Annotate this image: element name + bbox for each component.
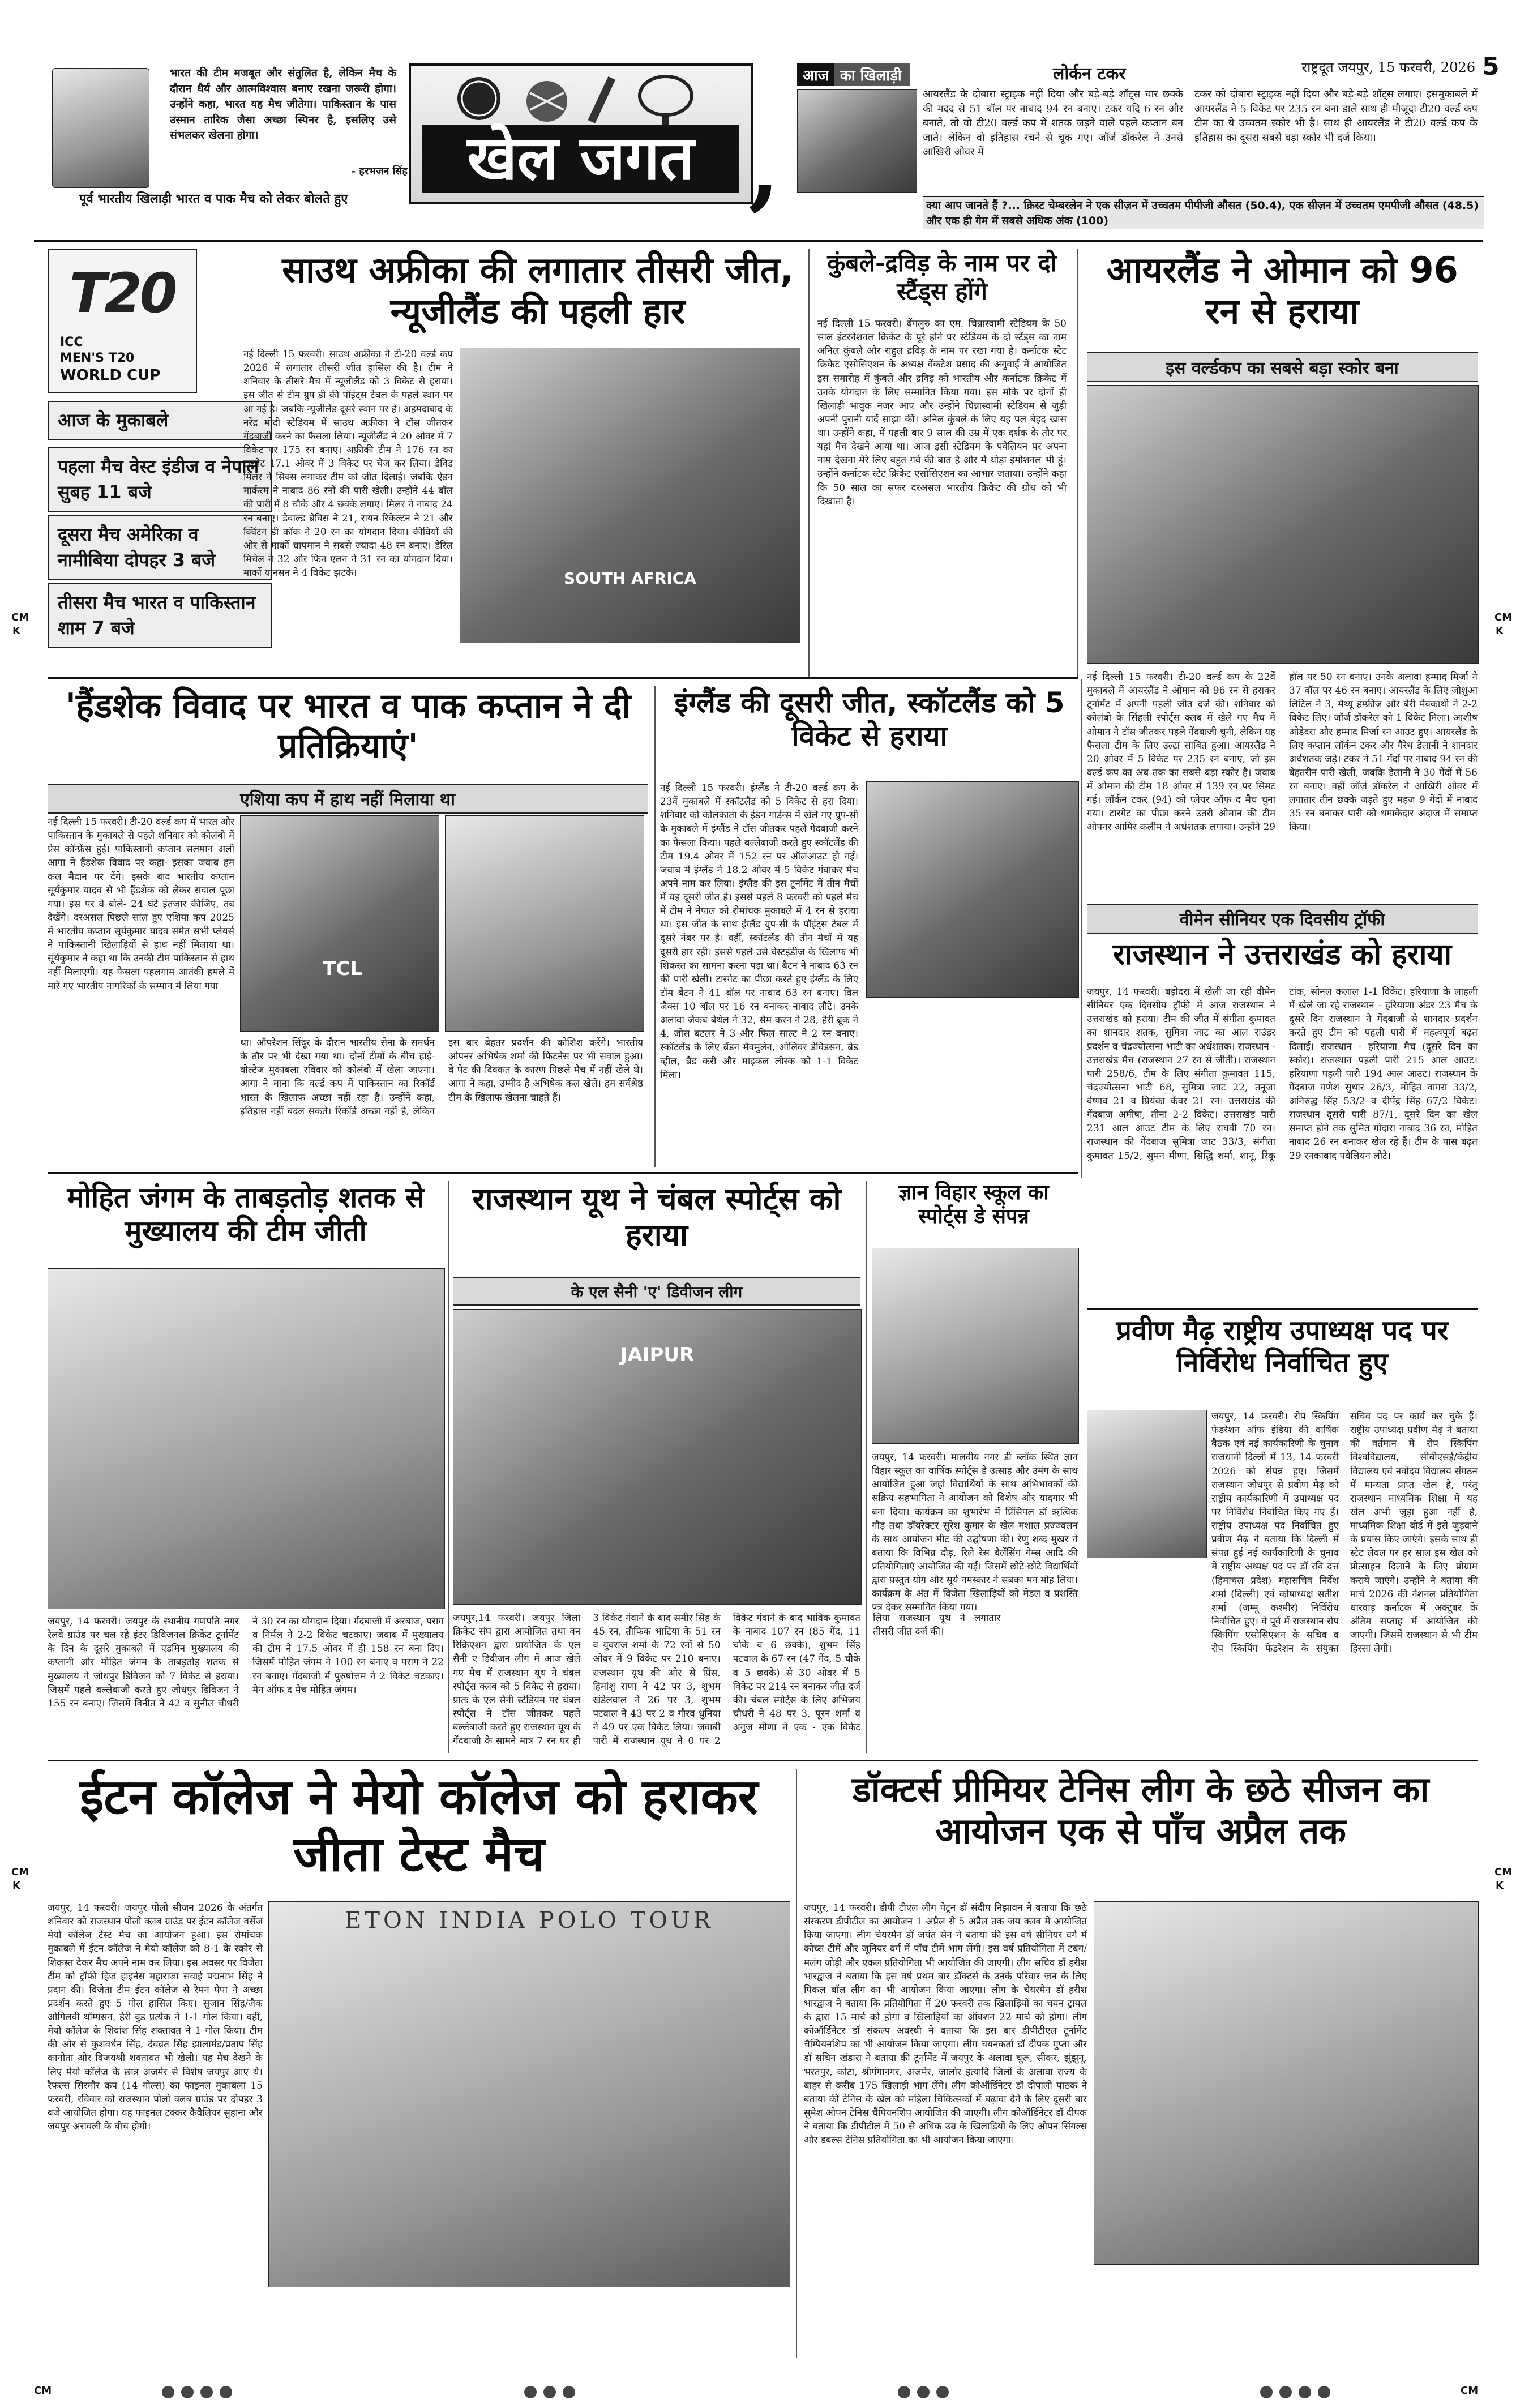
t20-logo (48, 249, 197, 393)
t20-logo-sub3: WORLD CUP (60, 367, 161, 384)
england-body: नई दिल्ली 15 फरवरी। इंग्लैंड ने टी-20 वर्ल्ड कप के 23वें मुकाबले में स्कॉटलैंड को 5 विकेट से हरा दिया। शनिवार को कोलकाता के ईडन गार्डन्स में खेले गए ग्रुप-सी के मुकाबले में इंग्लैंड ने टॉस जीतकर पहले गेंदबाजी करने का फैसला किया। पहले बल्लेबाजी करते हुए स्कॉटलैंड की टीम 19.4 ओवर में 152 रन पर ऑलआउट हो गई। जवाब में इंग्लैंड ने 18.2 ओवर में 5 विकेट गंवाकर मैच अपने नाम कर लिया। इंग्लैंड की इस टूर्नामेंट में तीन मैचों में यह दूसरी जीत है। इससे पहले 8 फरवरी को पहले मैच में टीम ने नेपाल को रोमांचक मुकाबले में 4 रन से हराया था। इस जीत के साथ इंग्लैंड ग्रुप-सी के पॉइंट्स टेबल में दूसरे नंबर पर है। वहीं, स्कॉटलैंड की तीन मैचों में यह दूसरी हार रही। इससे पहले उसे वेस्टइंडीज के खिलाफ भी शिकस्त का सामना करना पड़ा था। बैटन ने नाबाद 63 रन की पारी खेली। टारगेट का पीछा करते हुए इंग्लैंड के लिए टॉम बैंटन ने 41 बॉल पर नाबाद 63 रन बनाए। विल जैक्स 10 बॉल पर 16 रन बनाकर नाबाद लौटे। उनके अलावा जैकब बेथेल ने 32, सैम करन ने 28, हैरी ब्रूक ने 4, जोस बटलर ने 3 और फिल साल्ट ने 2 रन बनाए। स्कॉटलैंड के लिए ब्रैंडन मैक्मुलेन, ओलिवर डेविडसन, ब्रैड व्हील, ब्रैड करी और माइकल लीस्क को 1-1 विकेट मिला। (660, 782, 858, 1081)
england-headline: इंग्लैंड की दूसरी जीत, स्कॉटलैंड को 5 विकेट से हराया (674, 686, 1065, 752)
mohit-photo (48, 1268, 445, 1609)
player-photo (797, 89, 917, 193)
logo-comma-mark: , (748, 114, 780, 220)
player-text-1: आयरलैंड के दोबारा स्ट्राइक नहीं दिया और बड़े-बड़े शॉट्स चार छक्के की मदद से 51 बॉल पर नाबाद 94 रन बनाए। टकर यदि 6 रन और बनाते, तो वो टी20 वर्ल्ड कप में शतक जड़ने वाले पहले कप्तान बन जाते। लेकिन वो इतिहास रचने से चूक गए। जॉर्ज डॉकरेल ने उनसे आखिरी ओवर में (923, 88, 1183, 159)
columnist-tagline: पूर्व भारतीय खिलाड़ी भारत व पाक मैच को लेकर बोलते हुए (79, 192, 348, 206)
row-rule-2 (48, 1172, 1078, 1174)
praveen-photo (1087, 1410, 1207, 1558)
footer-dots-left (159, 2386, 235, 2401)
footer-dots-right (1257, 2386, 1334, 2401)
mohit-body: जयपुर, 14 फरवरी। जयपुर के स्थानीय गणपति नगर रेलवे ग्राउंड पर चल रहे इंटर डिविजनल क्रिकेट टूर्नामेंट के दिन के दूसरे मुकाबले में एडमिन मुख्यालय की कप्तानी और मोहित जंगम के ताबड़तोड़ शतक से मुख्यालय ने जोधपुर डिविजन को 7 विकेट से हराया। जिसमें पहले बल्लेबाजी करते हुए जोधपुर डिविजन ने 155 रन बनाए। जिसमें विनीत ने 42 व सुनील चौधरी ने 30 रन का योगदान दिया। गेंदबाजी में अरबाज, पराग व निर्मल ने 2-2 विकेट चटकाए। जवाब में मुख्यालय की टीम ने 17.5 ओवर में ही 158 रन बना दिए। जिसमें मोहित जंगम ने 100 रन बनाए व पराग ने 22 रन बनाए। गेंदबाजी में पुरुषोत्तम ने 2 विकेट चटकाए। मैन ऑफ द मैच मोहित जंगम। (48, 1616, 444, 1709)
chambal-photo-label: JAIPUR (620, 1344, 695, 1366)
player-name: लोर्कन टकर (1053, 64, 1126, 84)
schedule-match-2: दूसरा मैच अमेरिका व नामीबिया दोपहर 3 बजे (48, 515, 272, 580)
reg-mark-left-2k: K (12, 1880, 20, 1892)
sa-headline: साउथ अफ्रीका की लगातार तीसरी जीत, न्यूजीलैंड की पहली हार (282, 249, 794, 332)
chambal-subhead: के एल सैनी 'ए' डिवीजन लीग (453, 1277, 860, 1306)
praveen-body: जयपुर, 14 फरवरी। रोप स्किपिंग फेडरेशन ऑफ इंडिया की वार्षिक बैठक एवं नई कार्यकारिणी के चुनाव राजधानी दिल्ली में 13, 14 फरवरी 2026 को संपन्न हुए। जिसमें राजस्थान जोधपुर से प्रवीण मैढ़ को राष्ट्रीय कार्यकारिणी में उपाध्यक्ष पद पर निर्विरोध निर्वाचित किए गए हैं। राष्ट्रीय उपाध्यक्ष पद निर्वाचित हुए प्रवीण मैढ़ ने बताया कि दिल्ली में संपन्न हुई नई कार्यकारिणी के चुनाव में राष्ट्रीय अध्यक्ष पद पर डॉ रवि दत्त (हिमाचल प्रदेश) महासचिव निर्देश शर्मा (दिल्ली) एवं कोषाध्यक्ष सतीश शर्मा (जम्मू कश्मीर) निर्विरोध निर्वाचित हुए। वे पूर्व में राजस्थान रोप स्किपिंग एसोसिएशन के सचिव व रोप स्किपिंग फेडरेशन के संयुक्त सचिव पद पर कार्य कर चुके हैं। राष्ट्रीय उपाध्यक्ष प्रवीण मैढ़ ने बताया की वर्तमान में रोप स्किपिंग विश्वविद्यालय, सीबीएसई/केंद्रीय विद्यालय एवं नवोदय विद्यालय संगठन में मान्यता प्राप्त खेल है, परंतु राजस्थान माध्यमिक शिक्षा में यह खेल अभी जुड़ा हुआ नहीं है, माध्यमिक शिक्षा बोर्ड में इसे जुड़वाने के प्रयास किए जाएंगे। इसके साथ ही स्टेट लेवल पर हर साल इस खेल को प्रोत्साहन दिलाने के लिए प्रोग्राम कराये जाएंगे। उन्होंने ने बताया की मार्च 2026 की नेशनल प्रतियोगिता धारवाड़ कर्नाटक में अक्टूबर के अंतिम सप्ताह में आयोजित की जाएगी। जिसमें राजस्थान से भी टीम हिस्सा लेगी। (1211, 1411, 1478, 1655)
ireland-subhead: इस वर्ल्डकप का सबसे बड़ा स्कोर बना (1087, 352, 1478, 382)
ireland-body: नई दिल्ली 15 फरवरी। टी-20 वर्ल्ड कप के 22वें मुकाबले में आयरलैंड ने ओमान को 96 रन से हराकर टूर्नामेंट में अपनी पहली जीत दर्ज की। शनिवार को कोलंबो के सिंहली स्पोर्ट्स क्लब में खेले गए मैच में ओमान ने टॉस जीतकर पहले गेंदबाजी चुनी, लेकिन यह फैसला टीम के लिए उल्टा साबित हुआ। आयरलैंड ने 20 ओवर में 5 विकेट पर 235 रन बनाए, जो इस वर्ल्ड कप का अब तक का सबसे बड़ा स्कोर है। जवाब में ओमान की टीम 18 ओवर में 139 रन पर सिमट गई। लॉर्कन टकर (94) को प्लेयर ऑफ द मैच चुना गया। टारगेट का पीछा करने उतरी ओमान की टीम ओपनर आमिर कलीम ने अर्धशतक लगाया। उन्होंने 29 हॉल पर 50 रन बनाए। उनके अलावा हम्माद मिर्जा ने 37 बॉल पर 46 रन बनाए। आयरलैंड के लिए जोशुआ लिटिल ने 3, मैथ्यू हम्फ्रीज और बैरी मैक्कार्थी ने 2-2 विकेट लिए। जॉर्ज डॉकरेल को 1 विकेट मिला। आशीष ओडेदरा और हम्माद मिर्जा रन आउट हुए। आयरलैंड के लिए कप्तान लॉर्कन टकर और गैरेथ डेलानी ने शानदार अर्धशतक जड़े। टकर ने 51 गेंदों पर नाबाद 94 रन की बेहतरीन पारी खेली, जबकि डेलानी ने 30 गेंदों में 56 रन बनाए। वहीं जॉर्ज डॉकरेल ने आखिरी ओवर में लगातार तीन छक्के जड़ते हुए महज 9 गेंदों में नाबाद 35 रन बनाकर पारी को धमाकेदार अंदाज में समाप्त किया। (1087, 671, 1478, 833)
tennis-body: जयपुर, 14 फरवरी। डीपी टीएल लीग पेट्रन डॉ संदीप निझावन ने बताया कि छठे संस्करण डीपीटील का आयोजन 1 अप्रैल से 5 अप्रैल तक जय क्लब में आयोजित किया जाएगा। लीग चेयरमैन डॉ जयंत सेन ने बताया की इस वर्ष सीनियर वर्ग में कोच्स टीमें और जूनियर वर्ग में पाँच टीमें भाग लेंगी। इस वर्ष प्रतियोगिता में टबंग/मलंग जोड़ी और एकल प्रतियोगिता भी आयोजित की जाएगी। लीग सचिव डॉ हरीश भारद्वाज ने बताया कि इस वर्ष प्रथम बार डॉक्टर्स के उनके परिवार जन के लिए पिकल बॉल लीग का भी आयोजन किया जाएगा। लीग के चेयरमैन डॉ हरीश भारद्वाज ने बताया कि प्रतियोगिता में 20 फरवरी तक खिलाड़ियों का चयन ट्रायल के द्वारा 15 मार्च को होगा व खिलाड़ियों का ऑक्शन 22 मार्च को होगा। लीग कोऑर्डिनेटर डॉ संकल्प अवस्थी ने बताया कि इस बार डीपीटीएल टूर्नामेंट चैम्पियनशिप का भी आयोजन किया जाएगा। लीग चयनकर्ता डॉ दीपक गुप्ता और डॉ सचिन खंडारा ने बताया की टूर्नामेंट में जयपुर के अलावा चूरू, सीकर, झुंझुनू, भरतपुर, कोटा, श्रीगंगानगर, अजमेर, जालोर इत्यादि जिलों के अलावा राज्य के बाहर से करीब 175 खिलाड़ी भाग लेंगे। लीग कोऑर्डिनेटर डॉ दीपाली पाठक ने बताया की टेनिस के खेल को महिला चिकित्सकों में बढ़ावा देने के लिए दूसरी बार सुमेश ओपन टेनिस चैंपियनशिप आयोजित की जाएगी। लीग कोऑर्डिनेटर डॉ दीपक ने बताया कि डीपीटील में 50 से अधिक उम्र के खिलाड़ियों के लिए ओपन सिंगल्स और डबल्स टेनिस प्रतियोगिता का भी आयोजन किया जाएगा। (804, 1902, 1087, 2146)
section-logo (409, 63, 753, 204)
ireland-photo (1087, 385, 1479, 664)
player-label-prefix: आज (797, 63, 834, 86)
reg-mark-left-1: CM (11, 611, 29, 623)
dateline: राष्ट्रदूत जयपुर, 15 फरवरी, 2026 (1301, 59, 1475, 75)
col-rule-5 (448, 1181, 449, 1753)
masthead (0, 0, 1516, 238)
rajw-headline: राजस्थान ने उत्तराखंड को हराया (1112, 938, 1452, 972)
kumble-headline: कुंबले-द्रविड़ के नाम पर दो स्टैंड्स होंगे (827, 249, 1057, 305)
gyan-photo (872, 1248, 1079, 1444)
footer-marks (0, 2385, 1516, 2402)
col-rule-7 (796, 1769, 797, 2358)
kumble-body: नई दिल्ली 15 फरवरी। बेंगलुरु का एम. चिन्नास्वामी स्टेडियम के 50 साल इंटरनेशनल क्रिकेट के पूरे होने पर स्टेडियम के दो स्टैंड्स का नाम अनिल कुंबले और राहुल द्रविड़ के नाम पर रखा गया है। कर्नाटक स्टेट क्रिकेट एसोसिएशन के अध्यक्ष वेंकटेश प्रसाद की अगुवाई में आयोजित इस समारोह में कुंबले और द्रविड़ को भारतीय और कर्नाटक क्रिकेट में उनके योगदान के लिए सम्मानित किया गया। इस मौके पर दोनों ही खिलाड़ी भावुक नजर आए और उन्होंने चिन्नास्वामी स्टेडियम से जुड़ी अपनी पुरानी यादें साझा कीं। अनिल कुंबले के लिए यह पल बेहद खास था। उन्होंने कहा, मैं पहली बार 9 साल की उम्र में एक दर्शक के तौर पर यहां मैच देखने आया था। आज इसी स्टेडियम के पवेलियन पर अपना नाम देखना मेरे लिए बहुत गर्व की बात है और मैं थोड़ा इमोशनल भी हूं। उन्होंने कर्नाटक स्टेट क्रिकेट एसोसिएशन का आभार जताया। उन्होंने कहा कि 50 साल का सफर दरअसल भारतीय क्रिकेट की ग्रोथ को भी दिखाता है। (817, 318, 1067, 507)
handshake-photo-label: TCL (323, 957, 362, 980)
praveen-headline: प्रवीण मैढ़ राष्ट्रीय उपाध्यक्ष पद पर निर्विरोध निर्वाचित हुए (1087, 1308, 1478, 1379)
rajw-body: जयपुर, 14 फरवरी। बड़ोदरा में खेली जा रही वीमेन सीनियर एक दिवसीय ट्रॉफी में आज राजस्थान ने उत्तराखंड को हराया। टीम की जीत में संगीता कुमावत का शानदार शतक, सुमित्रा जाट का आल राउंडर प्रदर्शन व चंद्रज्योत्सना भाटी का अर्धशतक। राजस्थान - उत्तराखंड मैच (राजस्थान 27 रन से जीती)। राजस्थान पारी 258/6, टीम के लिए संगीता कुमावत 115, चंद्रज्योत्सना भाटी 68, सुमित्रा जाट 22, तनूजा वैष्णव 21 व प्रियंका कैंवर 21 रन। उत्तराखंड की गेंदबाज अमीषा, तीना 2-2 विकेट। उत्तराखंड पारी 231 आल आउट टीम के लिए राघवी 70 रन। राजस्थान की गेंदबाज सुमित्रा जाट 33/3, संगीता कुमावत 15/2, सुमन मीणा, सिद्धि शर्मा, शानू, रिंकू टांक, सोनल कलाल 1-1 विकेट। हरियाणा के लाहली में खेले जा रहे राजस्थान - हरियाणा अंडर 23 मैच के दूसरे दिन राजस्थान ने गेंदबाजी से शानदार प्रदर्शन करते हुए टीम को पहली पारी में महत्वपूर्ण बढ़त दिलाई। राजस्थान - हरियाणा मैच (दूसरे दिन का स्कोर)। राजस्थान पहली पारी 215 आल आउट। हरियाणा पहली पारी 194 आल आउट। राजस्थान के गेंदबाज गणेश सुथार 26/3, मोहित वागरा 33/2, अनिरुद्ध सिंह 53/2 व दीपेंद्र सिंह 67/2 विकेट। राजस्थान दूसरी पारी 87/1, दूसरे दिन का खेल समाप्त होने तक सुमित गोदारा नाबाद 36 रन, मोहित नाबाद 26 रन बनाकर खेल रहे हैं। टीम के पास बढ़त 29 रनकाबाद पवेलियन लौटे। (1087, 986, 1478, 1162)
footer-cm-right: CM (1461, 2385, 1479, 2397)
reg-mark-left-1k: K (12, 625, 20, 637)
tennis-headline: डॉक्टर्स प्रीमियर टेनिस लीग के छठे सीजन का आयोजन एक से पाँच अप्रैल तक (852, 1769, 1429, 1852)
row-rule-3 (48, 1760, 1478, 1761)
player-label (797, 63, 967, 86)
col-rule-2 (1077, 249, 1078, 679)
reg-mark-right-1: CM (1494, 611, 1513, 623)
player-label-word: का खिलाड़ी (834, 63, 910, 86)
england-body-cont (866, 1002, 1078, 1161)
columnist-photo (52, 68, 149, 188)
sa-photo (460, 348, 800, 643)
eton-banner: ETON INDIA POLO TOUR (345, 1907, 714, 1934)
handshake-body-right: था। ऑपरेशन सिंदूर के दौरान भारतीय सेना के समर्थन के तौर पर भी देखा गया था। दोनों टीमों के बीच हाई-वोल्टेज मुकाबला रविवार को कोलंबो में खेला जाएगा। आगा ने माना कि वर्ल्ड कप में पाकिस्तान का रिकॉर्ड भारत के खिलाफ अच्छा नहीं रहा है। उन्होंने कहा, इतिहास नहीं बदल सकते। रिकॉर्ड अच्छा नहीं है, लेकिन इस बार बेहतर प्रदर्शन की कोशिश करेंगे। भारतीय ओपनर अभिषेक शर्मा की फिटनेस पर भी सवाल हुआ। वे पेट की दिक्कत के कारण पिछले मैच में नहीं खेले थे। आगा ने कहा, उम्मीद है अभिषेक कल खेलें। हम सर्वश्रेष्ठ टीम के खिलाफ खेलना चाहते हैं। (240, 1037, 643, 1117)
footer-dots-mid2 (894, 2386, 952, 2401)
handshake-body-left: नई दिल्ली 15 फरवरी। टी-20 वर्ल्ड कप में भारत और पाकिस्तान के मुकाबले से पहले शनिवार को कोलंबो में प्रेस कॉन्फ्रेंस हुई। पाकिस्तानी कप्तान सलमान अली आगा ने हैंडशेक विवाद पर कहा- इसका जवाब हम कल मैदान पर देंगे। इसके बाद भारतीय कप्तान सूर्यकुमार यादव से भी हैंडशेक को लेकर सवाल पूछा गया। इस पर वे बोले- 24 घंटे इंतजार कीजिए, तब देखेंगे। दरअसल पिछले साल हुए एशिया कप 2025 में भारतीय कप्तान सूर्यकुमार यादव समेत सभी प्लेयर्स ने पाकिस्तानी खिलाड़ियों से हाथ नहीं मिलाया था। सूर्यकुमार ने कहा था कि उनकी टीम पाकिस्तान से हाथ नहीं मिलाएगी। यह फैसला पहलगाम आतंकी हमले में मारे गए भारतीय नागरिकों के सम्मान में लिया गया (48, 816, 235, 992)
mohit-headline: मोहित जंगम के ताबड़तोड़ शतक से मुख्यालय की टीम जीती (67, 1181, 425, 1247)
page-number: 5 (1482, 52, 1500, 81)
rajw-strip: वीमेन सीनियर एक दिवसीय ट्रॉफी (1087, 904, 1478, 934)
handshake-subhead: एशिया कप में हाथ नहीं मिलाया था (48, 784, 648, 814)
section-logo-text: खेल जगत (422, 125, 739, 193)
t20-logo-sub2: MEN'S T20 (60, 351, 135, 365)
sa-body: नई दिल्ली 15 फरवरी। साउथ अफ्रीका ने टी-20 वर्ल्ड कप 2026 में लगातार तीसरी जीत हासिल की है। टीम ने शनिवार के तीसरे मैच में न्यूजीलैंड को 3 विकेट से हराया। इस जीत से टीम ग्रुप डी की पॉइंट्स टेबल के पहले स्थान पर आ गई है। जबकि न्यूजीलैंड दूसरे स्थान पर है। अहमदाबाद के नरेंद्र मोदी स्टेडियम में साउथ अफ्रीका ने टॉस जीतकर गेंदबाजी करने का फैसला लिया। न्यूजीलैंड ने 20 ओवर में 7 विकेट पर 175 रन बनाए। अफ्रीकी टीम ने 176 रन का टारगेट 17.1 ओवर में 3 विकेट पर चेज कर लिया। डेविड मिलर ने सिक्स लगाकर टीम को जीत दिलाई। जबकि ऐडन मार्करम ने नाबाद 86 रनों की पारी खेली। उन्होंने 44 बॉल की पारी में 8 चौके और 4 छक्के लगाए। मिलर ने नाबाद 24 रन बनाए। डेवाल्ड ब्रेविस ने 21, रायन रिकेल्टन ने 21 और क्विंटन डी कॉक ने 20 रन का योगदान दिया। कीवियों की ओर से मार्को चापमान ने सबसे ज्यादा 48 रन बनाए। डेरिल मिचेल ने 32 और फिन एलन ने 31 रन का योगदान दिया। मार्को यानसन ने 4 विकेट झटके। (243, 349, 453, 579)
columnist-name: - हरभजन सिंह (351, 165, 408, 177)
col-rule-4 (1081, 679, 1082, 1178)
footer-cm-left: CM (34, 2385, 52, 2397)
eton-headline: ईटन कॉलेज ने मेयो कॉलेज को हराकर जीता टेस्ट मैच (80, 1769, 758, 1883)
tennis-photo (1094, 1901, 1479, 2265)
chambal-photo (453, 1309, 862, 1605)
t20-logo-sub1: ICC (60, 335, 83, 349)
england-photo (866, 781, 1079, 998)
footer-dots-mid1 (521, 2386, 579, 2401)
schedule-match-1: पहला मैच वेस्ट इंडीज व नेपाल सुबह 11 बजे (48, 447, 272, 512)
col-rule-3 (654, 686, 656, 1167)
player-text-2: टकर को दोबारा स्ट्राइक नहीं दिया और बड़े-बड़े शॉट्स लगाए। इसमुकाबले में आयरलैंड ने 5 विकेट पर 235 रन बना डाले साथ ही मौजूदा टी20 वर्ल्ड कप टीम का ये उच्चतम स्कोर भी है। साथ ही आयरलैंड ने टी20 वर्ल्ड कप के इतिहास का दूसरा सबसे बड़ा स्कोर भी दर्ज किया। (1194, 88, 1478, 144)
t20-logo-brand: T20 (69, 262, 175, 325)
reg-mark-right-2k: K (1496, 1880, 1504, 1892)
col-rule-6 (866, 1181, 867, 1753)
ireland-headline: आयरलैंड ने ओमान को 96 रन से हराया (1106, 249, 1458, 332)
schedule-title: आज के मुकाबले (48, 401, 272, 440)
eton-body: जयपुर, 14 फरवरी। जयपुर पोलो सीजन 2026 के अंतर्गत शनिवार को राजस्थान पोलो क्लब ग्राउंड पर ईटन कॉलेज वर्सेज मेयो कॉलेज टेस्ट मैच का आयोजन हुआ। इस रोमांचक मुकाबले में ईटन कॉलेज ने मेयो कॉलेज को 8-1 के स्कोर से शिकस्त देकर मैच अपने नाम कर लिया। इस अवसर पर विजेता टीम को ट्रॉफी हिज हाइनेस महाराजा सवाई पद्मनाभ सिंह ने प्रदान की। विजेता टीम ईटन कॉलेज से रैमन पेपा ने अच्छा प्रदर्शन करते हुए 5 गोल हासिल किए। सुजान सिंह/जैक ओगिलवी थॉम्पसन, हैरी वुड प्रत्येक ने 1-1 गोल किया। वहीं, मेयो कॉलेज के शिवांश सिंह शक्तावत ने 1 गोल किया। टीम की ओर से कुशवर्धन सिंह, देवव्रत सिंह झालामंड/प्रताप सिंह कानोता और विजयश्री शक्तावत भी खेली। यह मैच देखने के लिए मेयो कॉलेज के छात्र अजमेर से विशेष जयपुर आए थे। रैफल्स सिरमौर कप (14 गोल्स) का फाइनल मुकाबला 15 फरवरी, रविवार को राजस्थान पोलो क्लब ग्राउंड पर दोपहर 3 बजे आयोजित होगा। यह फाइनल टक्कर कैवैलियर सुहाना और जयपुर अरावली के बीच होगी। (48, 1902, 263, 2132)
handshake-headline: 'हैंडशेक विवाद पर भारत व पाक कप्तान ने दी प्रतिक्रियाएं' (65, 686, 631, 766)
reg-mark-right-2: CM (1494, 1866, 1513, 1878)
masthead-rule (34, 240, 1483, 242)
chambal-body: जयपुर,14 फरवरी। जयपुर जिला क्रिकेट संघ द्वारा आयोजित तथा वन रिक्रिएशन द्वारा प्रायोजित के एल सैनी ए डिवीजन लीग में आज खेले गए मैच में राजस्थान यूथ ने चंबल स्पोर्ट्स क्लब को 5 विकेट से हराया। प्रातः के एल सैनी स्टेडियम पर चंबल स्पोर्ट्स ने टॉस जीतकर पहले बल्लेबाजी करते हुए राजस्थान यूथ के गेंदबाजी के सामने मात्र 7 रन पर ही 3 विकेट गंवाने के बाद समीर सिंह के 45 रन, तौफिक भाटिया के 51 रन व युवराज शर्मा के 72 रनों से 50 ओवर में 9 विकेट पर 210 बनाए। राजस्थान यूथ की ओर से प्रिंस, हिमांशु राणा ने 42 पर 3, शुभम खंडेलवाल ने 26 पर 3, शुभम पटवाल ने 43 पर 2 व गौरव धुनिया ने 49 पर एक विकेट लिया। जवाबी पारी में राजस्थान यूथ ने 0 पर 2 विकेट गंवाने के बाद भाविक कुमावत के नाबाद 107 रन (85 गेंद, 11 चौके व 6 छक्के), शुभम सिंह पटवाल के 67 रन (47 गेंद, 5 चौके व 5 छक्के) से 30 ओवर में 5 विकेट पर 214 रन बनाकर जीत दर्ज की। चंबल स्पोर्ट्स के लिए अभिजय चौधरी ने 48 पर 3, पूरन शर्मा व अनुज मीणा ने एक - एक विकेट लिया राजस्थान यूथ ने लगातार तीसरी जीत दर्ज की। (453, 1613, 1001, 1747)
gyan-body: जयपुर, 14 फरवरी। मालवीय नगर डी ब्लॉक स्थित ज्ञान विहार स्कूल का वार्षिक स्पोर्ट्स डे उत्साह और उमंग के साथ आयोजित हुआ जहां विद्यार्थियों के साथ अभिभावकों की सक्रिय सहभागिता ने आयोजन को विशेष और यादगार भी बना दिया। कार्यक्रम का शुभारंभ में प्रिंसिपल डॉ ऋत्विक गौड़ तथा डॉयरेक्टर सुरेश कुमार के खेल मशाल प्रज्ज्वलन के साथ आयोजन मीट की उद्घोषणा की। रेणु शब्द मुखर ने बताया कि विभिन्न दौड़, रिले रेस बैलेंसिंग गेम्स आदि की प्रतियोगिताएं आयोजित की गईं। जिसमें छोटे-छोटे विद्यार्थियों द्वारा प्रस्तुत योग और सूर्य नमस्कार ने सबका मन मोह लिया। कार्यक्रम के अंत में विजेता खिलाड़ियों को मेडल व प्रशस्ति पत्र देकर सम्मानित किया गया। (872, 1452, 1078, 1614)
gyan-headline: ज्ञान विहार स्कूल का स्पोर्ट्स डे संपन्न (898, 1181, 1049, 1229)
reg-mark-left-2: CM (11, 1866, 29, 1878)
columnist-quote: भारत की टीम मजबूत और संतुलित है, लेकिन मैच के दौरान धैर्य और आत्मविश्वास बनाए रखना जरूरी होगा। उन्होंने कहा, भारत यह मैच जीतेगा। पाकिस्तान के पास उस्मान तारिक जैसा अच्छा स्पिनर है, इसलिए उसे संभलकर खेलना होगा। (170, 67, 396, 142)
reg-mark-right-1k: K (1496, 625, 1504, 637)
schedule-match-3: तीसरा मैच भारत व पाकिस्तान शाम 7 बजे (48, 583, 272, 648)
handshake-photo-right (445, 815, 644, 1032)
col-rule-1 (808, 249, 810, 679)
handshake-photo-left (240, 815, 439, 1032)
sa-photo-label: SOUTH AFRICA (564, 569, 696, 588)
sports-equipment-icon (434, 70, 728, 127)
row-rule-1 (48, 677, 1078, 679)
chambal-headline: राजस्थान यूथ ने चंबल स्पोर्ट्स को हराया (472, 1181, 841, 1253)
eton-photo (268, 1901, 790, 2287)
did-you-know: क्या आप जानते हैं ?... क्रिस्ट चेम्बरलेन ने एक सीज़न में उच्चतम पीपीजी औसत (50.4), एक सीज़न में उच्चतम एमपीजी औसत (48.5) और एक ही गेम में सबसे अधिक अंक (100) (923, 196, 1484, 229)
